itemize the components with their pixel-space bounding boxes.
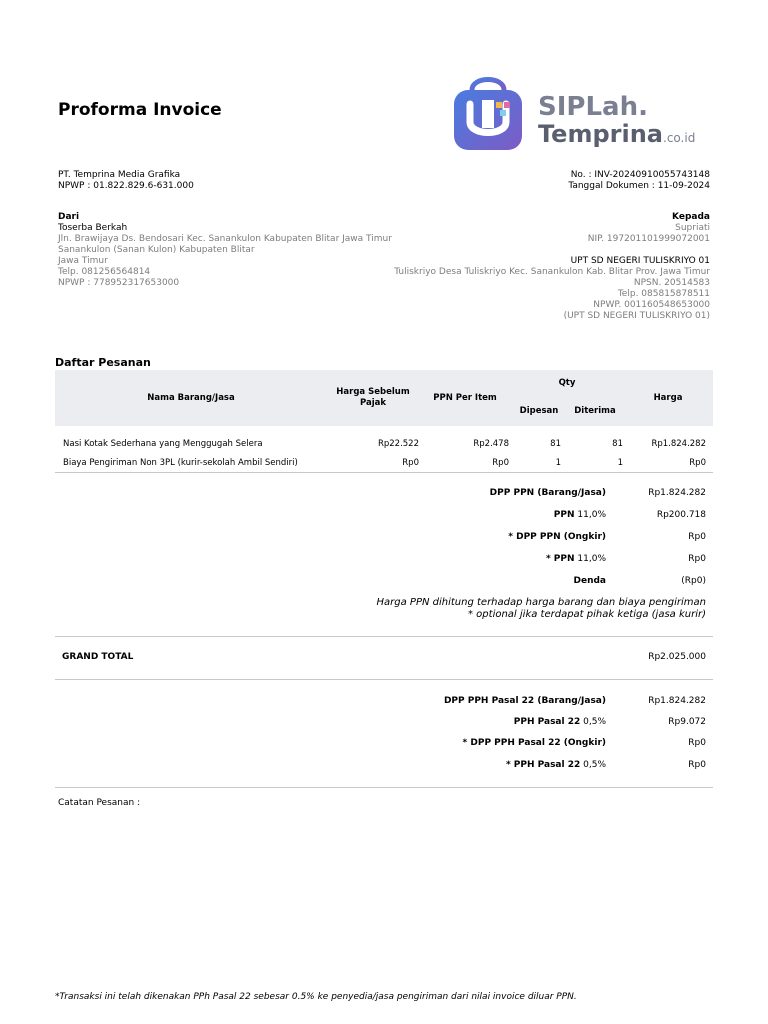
- document-date: Tanggal Dokumen : 11-09-2024: [568, 181, 710, 191]
- document-info: [568, 170, 710, 192]
- col-header-received: Diterima: [567, 396, 623, 426]
- divider: [55, 636, 713, 637]
- divider: [55, 787, 713, 788]
- col-header-ppn: PPN Per Item: [419, 370, 511, 426]
- table-row: [55, 434, 713, 453]
- col-header-total: Harga: [623, 370, 713, 426]
- logo-domain-suffix: .co.id: [663, 131, 696, 145]
- item-price: Rp0: [402, 457, 419, 468]
- seller-info: [58, 170, 194, 192]
- item-received: 1: [617, 457, 623, 468]
- to-name: Supriati: [675, 223, 710, 233]
- to-npwp-name: (UPT SD NEGERI TULISKRIYO 01): [563, 311, 710, 321]
- from-name: Toserba Berkah: [58, 223, 128, 233]
- divider: [55, 472, 713, 473]
- to-heading: Kepada: [672, 212, 710, 222]
- to-school: UPT SD NEGERI TULISKRIYO 01: [570, 256, 710, 266]
- item-price: Rp22.522: [377, 438, 419, 449]
- pph-pasal22-ongkir: * PPH Pasal 22 0,5% Rp0: [505, 760, 706, 770]
- item-ppn: Rp2.478: [473, 438, 509, 449]
- item-ppn: Rp0: [492, 457, 509, 468]
- item-total: Rp0: [689, 457, 706, 468]
- table-row: [55, 453, 713, 472]
- pph-dpp: DPP PPH Pasal 22 (Barang/Jasa) Rp1.824.282: [443, 696, 706, 706]
- item-received: 81: [612, 438, 623, 449]
- orders-section-title: Daftar Pesanan: [55, 356, 151, 369]
- summary-denda: Denda (Rp0): [573, 576, 706, 586]
- to-block: [350, 212, 710, 322]
- item-ordered: 81: [550, 438, 561, 449]
- to-nip: NIP. 197201101999072001: [587, 234, 710, 244]
- footer-note: *Transaksi ini telah dikenakan PPh Pasal 22 sebesar 0.5% ke penyedia/jasa pengiriman dari nilai invoice diluar PPN.: [55, 992, 577, 1002]
- item-name: Nasi Kotak Sederhana yang Menggugah Selera: [63, 438, 263, 449]
- seller-name: PT. Temprina Media Grafika: [58, 170, 181, 180]
- from-phone: Telp. 081256564814: [58, 267, 151, 277]
- item-ordered: 1: [555, 457, 561, 468]
- col-header-name: Nama Barang/Jasa: [55, 370, 327, 426]
- col-header-ordered: Dipesan: [511, 396, 567, 426]
- orders-table: [55, 370, 713, 472]
- pph-pasal22: PPH Pasal 22 0,5% Rp9.072: [513, 717, 706, 727]
- from-address-line1: Jln. Brawijaya Ds. Bendosari Kec. Sanankulon Kabupaten Blitar Jawa Timur: [58, 234, 392, 244]
- col-header-price: Harga Sebelum Pajak: [327, 370, 419, 426]
- ppn-note-line1: Harga PPN dihitung terhadap harga barang dan biaya pengiriman: [376, 597, 706, 608]
- summary-dpp-ppn: DPP PPN (Barang/Jasa) Rp1.824.282: [489, 488, 706, 498]
- ppn-note: [377, 597, 707, 621]
- logo-text-siplah: SIPLah.: [538, 92, 648, 122]
- siplah-bag-logo-icon: [448, 70, 528, 154]
- logo-text-temprina: Temprina.co.id: [538, 120, 696, 148]
- summary-dpp-ppn-ongkir: * DPP PPN (Ongkir) Rp0: [508, 532, 706, 542]
- pph-dpp-ongkir: * DPP PPH Pasal 22 (Ongkir) Rp0: [462, 738, 706, 748]
- summary-ppn: PPN 11,0% Rp200.718: [553, 510, 706, 520]
- document-title: Proforma Invoice: [58, 100, 222, 120]
- to-phone: Telp. 085815878511: [617, 289, 710, 299]
- summary-ppn-ongkir: * PPN 11,0% Rp0: [545, 554, 706, 564]
- divider: [55, 679, 713, 680]
- from-block: [58, 212, 398, 289]
- to-address: Tuliskriyo Desa Tuliskriyo Kec. Sanankulon Kab. Blitar Prov. Jawa Timur: [394, 267, 710, 277]
- to-npwp: NPWP. 001160548653000: [593, 300, 710, 310]
- from-address-line3: Jawa Timur: [58, 256, 108, 266]
- item-total: Rp1.824.282: [651, 438, 706, 449]
- item-name: Biaya Pengiriman Non 3PL (kurir-sekolah Ambil Sendiri): [63, 457, 298, 468]
- grand-total-value: Rp2.025.000: [648, 652, 706, 662]
- seller-npwp: NPWP : 01.822.829.6-631.000: [58, 181, 194, 191]
- from-heading: Dari: [58, 212, 80, 222]
- col-header-qty: Qty: [511, 370, 623, 396]
- to-npsn: NPSN. 20514583: [633, 278, 710, 288]
- from-address-line2: Sanankulon (Sanan Kulon) Kabupaten Blitar: [58, 245, 255, 255]
- from-npwp: NPWP : 778952317653000: [58, 278, 180, 288]
- ppn-note-line2: * optional jika terdapat pihak ketiga (jasa kurir): [468, 609, 706, 620]
- order-notes-label: Catatan Pesanan :: [58, 798, 141, 808]
- grand-total-label: GRAND TOTAL: [62, 652, 134, 662]
- invoice-number: No. : INV-20240910055743148: [570, 170, 710, 180]
